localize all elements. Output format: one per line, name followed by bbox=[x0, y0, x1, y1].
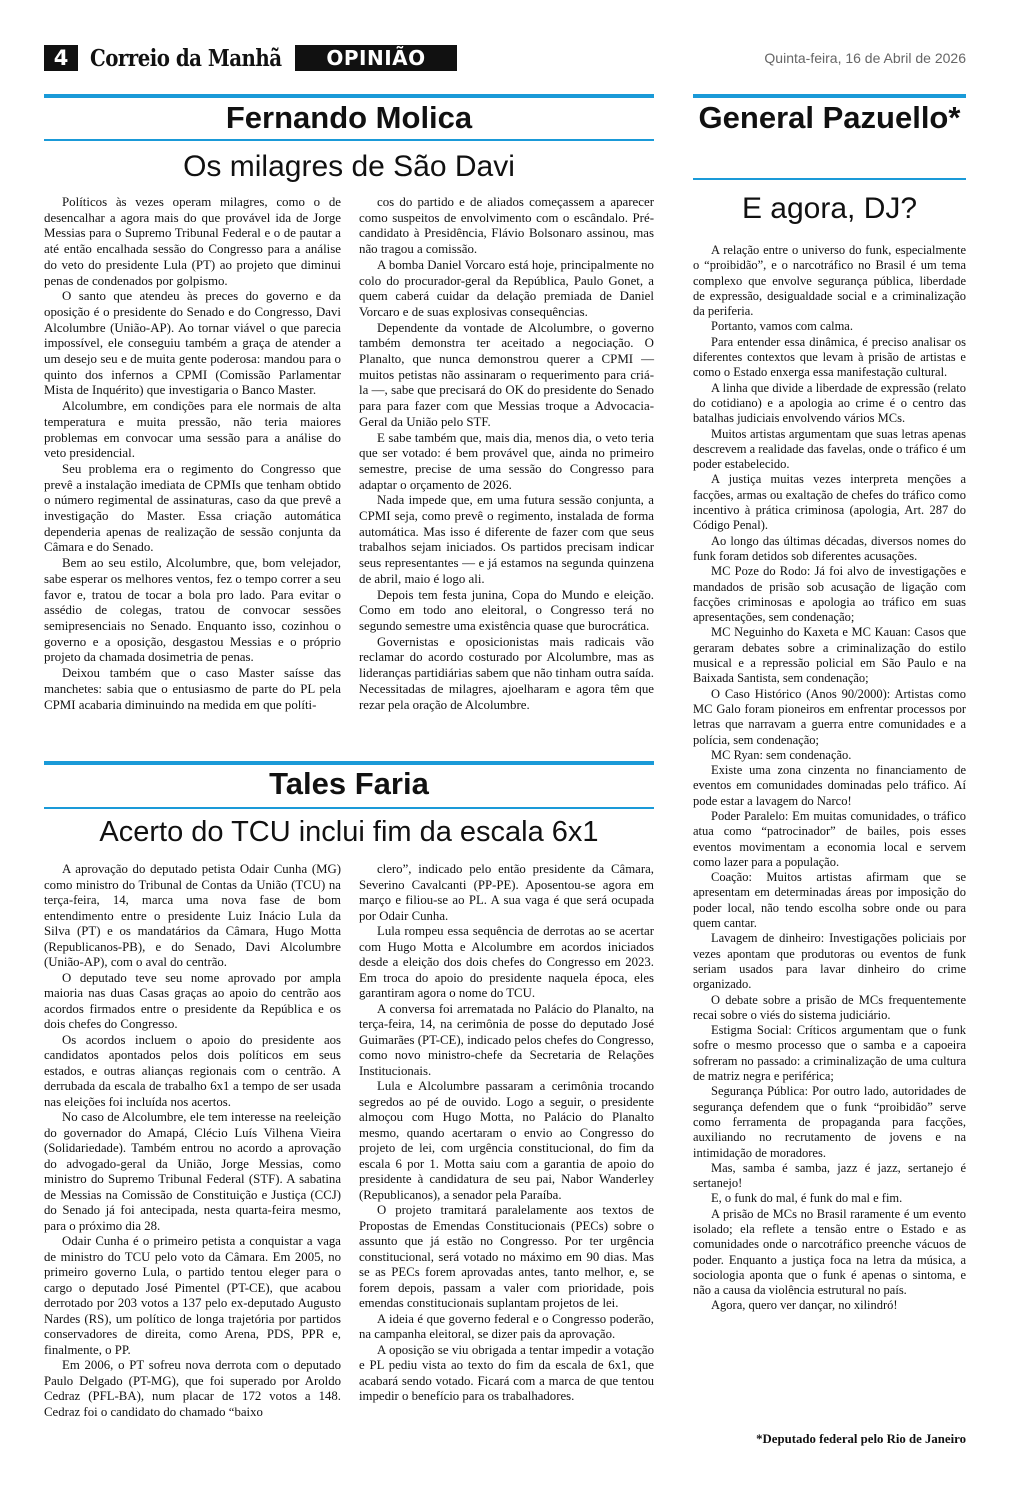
paragraph: Poder Paralelo: Em muitas comunidades, o tráfico atua como “patrocinador” de bailes, pois esses eventos movimentam a economia local e servem como lazer para a população. bbox=[693, 808, 966, 869]
paragraph: Muitos artistas argumentam que suas letras apenas descrevem a realidade das favelas, onde o tráfico é um poder estabelecido. bbox=[693, 426, 966, 472]
paragraph: Os acordos incluem o apoio do presidente aos candidatos apontados pelos dois políticos em seus estados, e outras alianças regionais com o centrão. A derrubada da escala de trabalho 6x1 a tempo de ser usada nas eleições foi incluída nos acertos. bbox=[44, 1032, 341, 1109]
page-number: 4 bbox=[44, 45, 78, 71]
paragraph: Segurança Pública: Por outro lado, autoridades de segurança defendem que o funk “proibidão” serve como ferramenta de propaganda para facções, auxiliando no recrutamento de jovens e na intimidação de moradores. bbox=[693, 1084, 966, 1160]
paragraph: Dependente da vontade de Alcolumbre, o governo também demonstra ter aceitado a negociação. O Planalto, que nunca demonstrou querer a CPMI — muitos petistas não assinaram o requerimento para criá-la —, sabe que precisará do OK do presidente do Senado para para fazer com que Messias troque a Advocacia-Geral da União pelo STF. bbox=[359, 320, 654, 429]
paragraph: A relação entre o universo do funk, especialmente o “proibidão”, e o narcotráfico no Brasil é um tema complexo que envolve segurança pública, liberdade de expressão, desigualdade social e a criminalização da periferia. bbox=[693, 243, 966, 319]
article2-headline: Acerto do TCU inclui fim da escala 6x1 bbox=[99, 816, 599, 848]
paragraph: Bem ao seu estilo, Alcolumbre, que, bom velejador, sabe esperar os melhores ventos, fez o tempo correr a seu favor e, tratou de tocar a bola pro lado. Para evitar o assédio de colegas, tratou de convocar sessões semipresenciais no Senado. Enquanto isso, cozinhou o governo e a oposição, desgastou Messias e o próprio projeto da chamada dosimetria de penas. bbox=[44, 556, 341, 665]
paragraph: Seu problema era o regimento do Congresso que prevê a instalação imediata de CPMIs que tenham obtido o número regimental de assinaturas, caso da que prevê a investigação do Master. Essa criação automática dependeria apenas de realização de sessão conjunta da Câmara e do Senado. bbox=[44, 461, 341, 555]
paragraph: Lavagem de dinheiro: Investigações policiais por vezes apontam que produtoras ou eventos de funk seriam usados para lavar dinheiro do crime organizado. bbox=[693, 931, 966, 992]
article1-column-1 bbox=[44, 195, 341, 713]
article1-column-2 bbox=[359, 195, 654, 713]
paragraph: Em 2006, o PT sofreu nova derrota com o deputado Paulo Delgado (PT-MG), que foi superado por Aroldo Cedraz (PFL-BA), num placar de 172 votos a 148. Cedraz foi o candidato do chamado “baixo bbox=[44, 1358, 341, 1419]
paragraph: Existe uma zona cinzenta no financiamento de eventos em comunidades dominadas pelo tráfico. Aí pode estar a lavagem do Narco! bbox=[693, 763, 966, 808]
article1-author: Fernando Molica bbox=[225, 100, 473, 135]
section-label: OPINIÃO bbox=[295, 45, 457, 71]
paragraph: Políticos às vezes operam milagres, como o de desencalhar a agora mais do que provável ida de Jorge Messias para o Supremo Tribunal Federal e o de pautar a até então encalhada sessão do Congresso para a análise do veto do presidente Lula (PT) ao projeto que diminui penas de condenados por golpismo. bbox=[44, 195, 341, 288]
paragraph: A oposição se viu obrigada a tentar impedir a votação e PL pediu vista ao texto do fim da escala de 6x1, que acabará sendo votado. Ficará com a marca de que tentou impedir o benefício para os trabalhadores. bbox=[359, 1342, 654, 1403]
article1-top-rule bbox=[44, 94, 654, 98]
paragraph: A prisão de MCs no Brasil raramente é um evento isolado; ela reflete a tensão entre o Estado e as comunidades onde o narcotráfico preenche vácuos de poder. Enquanto a justiça foca na letra da música, a sociologia aponta que o funk é apenas o sintoma, e não a causa da violência estrutural no país. bbox=[693, 1206, 966, 1298]
paragraph: MC Poze do Rodo: Já foi alvo de investigações e mandados de prisão sob acusação de ligação com facções criminosas e apologia ao tráfico em suas apresentações, sem condenação; bbox=[693, 564, 966, 625]
paragraph: Ao longo das últimas décadas, diversos nomes do funk foram detidos sob diferentes acusações. bbox=[693, 533, 966, 563]
paragraph: Nada impede que, em uma futura sessão conjunta, a CPMI seja, como prevê o regimento, instalada de forma automática. Mas isso é diferente de fazer com que seus trabalhos sejam iniciados. Os partidos precisam indicar seus representantes — e já estamos na segunda quinzena de abril, maio é logo ali. bbox=[359, 493, 654, 586]
page-header bbox=[44, 45, 966, 71]
paragraph: No caso de Alcolumbre, ele tem interesse na reeleição do governador do Amapá, Clécio Luís Vilhena Vieira (Solidariedade). Também entrou no acordo a aprovação do advogado-geral da União, Jorge Messias, como ministro do Supremo Tribunal Federal (STF). A sabatina de Messias na Comissão de Constituição e Justiça (CCJ) do Senado já foi antecipada, nesta quarta-feira mesmo, para o próximo dia 28. bbox=[44, 1110, 341, 1233]
article1-divider bbox=[44, 139, 654, 141]
paragraph: Deixou também que o caso Master saísse das manchetes: sabia que o entusiasmo de parte do PL pela CPMI acabaria diminuindo na medida em que políti- bbox=[44, 666, 341, 712]
paragraph: Coação: Muitos artistas afirmam que se apresentam em determinadas áreas por imposição do poder local, não tendo escolha sobre onde ou para quem cantar. bbox=[693, 870, 966, 931]
paragraph: MC Neguinho do Kaxeta e MC Kauan: Casos que geraram debates sobre a criminalização do estilo musical e a repressão policial em São Paulo e na Baixada Santista, sem condenação; bbox=[693, 625, 966, 686]
article3-footnote: *Deputado federal pelo Rio de Janeiro bbox=[756, 1432, 966, 1446]
paragraph: Odair Cunha é o primeiro petista a conquistar a vaga de ministro do TCU pelo voto da Câmara. Em 2005, no primeiro governo Lula, o partido tentou eleger para o cargo o deputado José Pimentel (PT-CE), que acabou derrotado por 203 votos a 137 pelo ex-deputado Augusto Nardes (RS), um político de longa trajetória por partidos conservadores de direita, como Arena, PDS, PPR e, finalmente, o PP. bbox=[44, 1234, 341, 1357]
paragraph: O projeto tramitará paralelamente aos textos de Propostas de Emendas Constitucionais (PECs) sobre o assunto que já estão no Congresso. Por ter urgência constitucional, será votado no máximo em 90 dias. Mas se as PECs forem aprovadas antes, tanto melhor, e, se forem depois, passam a valer com prioridade, pois emendas constitucionais suplantam projetos de lei. bbox=[359, 1203, 654, 1310]
paragraph: A bomba Daniel Vorcaro está hoje, principalmente no colo do procurador-geral da República, Paulo Gonet, a quem caberá cuidar da delação premiada de Daniel Vorcaro e de suas explosivas consequências. bbox=[359, 257, 654, 319]
paragraph: O santo que atendeu às preces do governo e da oposição é o presidente do Senado e do Congresso, Davi Alcolumbre (União-AP). Ao tornar viável o que parecia impossível, ele conseguiu também a graça de atender a um desejo seu e de muita gente poderosa: mandou para o quinto dos infernos a CPMI (Comissão Parlamentar Mista de Inquérito) que investigaria o Banco Master. bbox=[44, 289, 341, 398]
paragraph: A aprovação do deputado petista Odair Cunha (MG) como ministro do Tribunal de Contas da União (TCU) na terça-feira, 14, marca uma nova fase de bom entendimento entre o presidente Luiz Inácio Lula da Silva (PT) e os mandatários da Câmara, Hugo Motta (Republicanos-PB), e do Senado, Davi Alcolumbre (União-AP), com o aval do centrão. bbox=[44, 862, 341, 969]
paragraph: A justiça muitas vezes interpreta menções a facções, armas ou exaltação de chefes do tráfico como incentivo à prática criminosa (apologia, Art. 287 do Código Penal). bbox=[693, 472, 966, 533]
paragraph: cos do partido e de aliados começassem a aparecer como suspeitos de envolvimento com o escândalo. Pré-candidato à Presidência, Flávio Bolsonaro assinou, mas não tragou a comissão. bbox=[359, 195, 654, 257]
paragraph: A conversa foi arrematada no Palácio do Planalto, na terça-feira, 14, na cerimônia de posse do deputado José Guimarães (PT-CE), indicado pelos chefes do Congresso, como novo ministro-chefe da Secretaria de Relações Institucionais. bbox=[359, 1001, 654, 1078]
paragraph: Lula e Alcolumbre passaram a cerimônia trocando segredos ao pé de ouvido. Logo a seguir, o presidente almoçou com Hugo Motta, no Palácio do Planalto mesmo, quando acertaram o envio ao Congresso do projeto de lei, com urgência constitucional, do fim da escala 6 por 1. Motta saiu com a garantia de apoio do presidente à candidatura de seu pai, Nabor Wanderley (Republicanos), a senador pela Paraíba. bbox=[359, 1079, 654, 1202]
paragraph: O deputado teve seu nome aprovado por ampla maioria nas duas Casas graças ao apoio do centrão aos acordos firmados entre o presidente da República e os dois chefes do Congresso. bbox=[44, 970, 341, 1031]
paragraph: Governistas e oposicionistas mais radicais vão reclamar do acordo costurado por Alcolumbre, mas as lideranças partidiárias sabem que não tinham outra saída. Necessitadas de milagres, ajoelharam e agora têm que rezar pela oração de Alcolumbre. bbox=[359, 634, 654, 712]
paragraph: Depois tem festa junina, Copa do Mundo e eleição. Como em todo ano eleitoral, o Congresso terá no segundo semestre uma existência quase que burocrática. bbox=[359, 587, 654, 633]
article2-column-2 bbox=[359, 862, 654, 1405]
article1-headline: Os milagres de São Davi bbox=[183, 150, 515, 183]
article3-top-rule bbox=[693, 94, 966, 98]
paragraph: A ideia é que governo federal e o Congresso poderão, na campanha eleitoral, se dizer pais da aprovação. bbox=[359, 1311, 654, 1341]
article2-author: Tales Faria bbox=[269, 766, 429, 801]
paragraph: E sabe também que, mais dia, menos dia, o veto teria que ser votado: é bem provável que, ainda no primeiro semestre, precise de uma sessão do Congresso para adaptar o orçamento de 2026. bbox=[359, 430, 654, 492]
paragraph: MC Ryan: sem condenação. bbox=[711, 747, 852, 762]
article2-column-1 bbox=[44, 862, 341, 1420]
paragraph: A linha que divide a liberdade de expressão (relato do cotidiano) e a apologia ao crime é o centro das batalhas judiciais envolvendo vários MCs. bbox=[693, 380, 966, 426]
paragraph: O Caso Histórico (Anos 90/2000): Artistas como MC Galo foram pioneiros em enfrentar processos por letras que narravam a guerra entre comunidades e a polícia, sem condenação; bbox=[693, 686, 966, 747]
paragraph: Lula rompeu essa sequência de derrotas ao se acertar com Hugo Motta e Alcolumbre em acordos iniciados desde a eleição dos dois chefes do Congresso em 2023. Em troca do apoio do presidente naquela época, eles garantiram agora o nome do TCU. bbox=[359, 924, 654, 1000]
paragraph: Mas, samba é samba, jazz é jazz, sertanejo é sertanejo! bbox=[693, 1160, 966, 1191]
article2-divider bbox=[44, 807, 654, 809]
article3-divider bbox=[693, 178, 966, 180]
article3-author: General Pazuello* bbox=[698, 100, 961, 135]
issue-date: Quinta-feira, 16 de Abril de 2026 bbox=[764, 50, 966, 66]
newspaper-name: Correio da Manhã bbox=[90, 45, 282, 72]
article3-headline: E agora, DJ? bbox=[741, 192, 918, 225]
paragraph: Agora, quero ver dançar, no xilindró! bbox=[711, 1298, 898, 1313]
paragraph: E, o funk do mal, é funk do mal e fim. bbox=[711, 1191, 903, 1206]
paragraph: clero”, indicado pelo então presidente da Câmara, Severino Cavalcanti (PP-PE). Aposentou-se agora em março e filiou-se ao PL. A sua vaga é que será ocupada por Odair Cunha. bbox=[359, 862, 654, 923]
paragraph: O debate sobre a prisão de MCs frequentemente recai sobre o viés do sistema judiciário. bbox=[693, 992, 966, 1022]
paragraph: Para entender essa dinâmica, é preciso analisar os diferentes contextos que levam à prisão de artistas e como o Estado enxerga essa manifestação cultural. bbox=[693, 334, 966, 380]
paragraph: Alcolumbre, em condições para ele normais de alta temperatura e muita pressão, não teria maiores problemas em convocar uma sessão para a análise do veto presidencial. bbox=[44, 399, 341, 461]
article3-column bbox=[693, 243, 966, 1314]
paragraph: Portanto, vamos com calma. bbox=[711, 319, 853, 334]
paragraph: Estigma Social: Críticos argumentam que o funk sofre o mesmo processo que o samba e a capoeira sofreram no passado: a criminalização de uma cultura de matriz negra e periférica; bbox=[693, 1023, 966, 1084]
